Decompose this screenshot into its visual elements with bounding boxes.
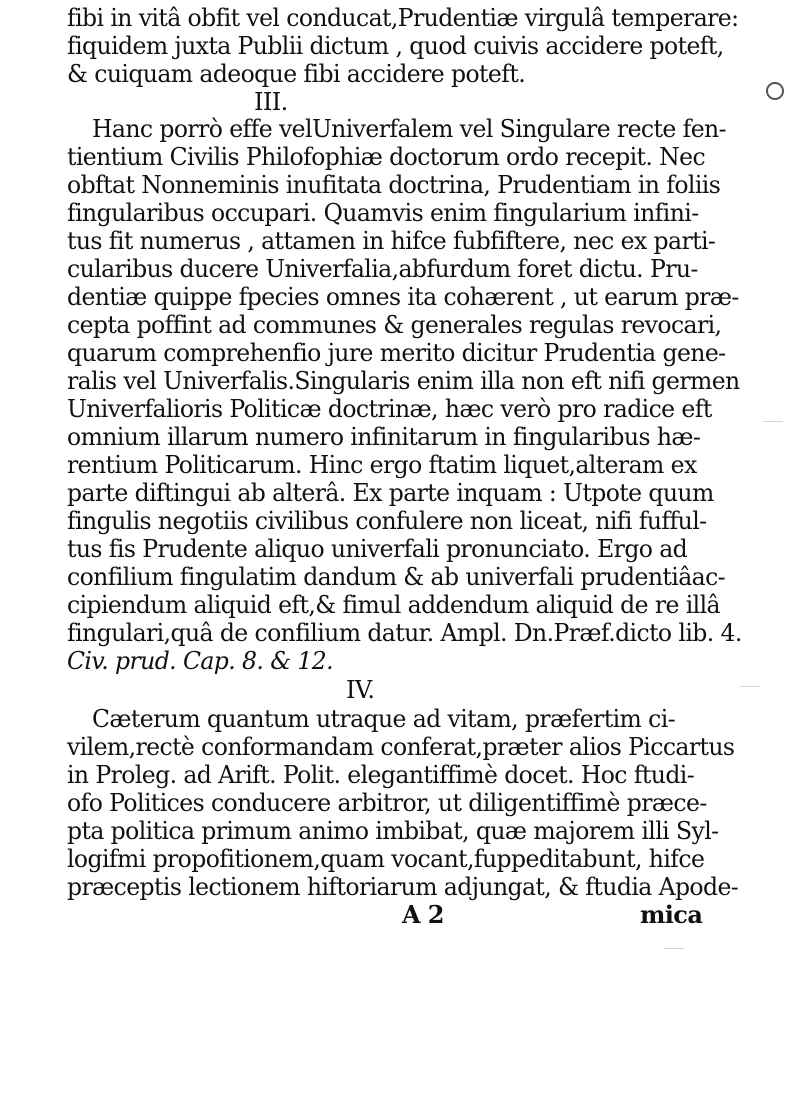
margin-smudge: [763, 421, 783, 422]
text-line: vilem,rectè conformandam conferat,præter alios Piccartus: [67, 733, 735, 761]
text-line: tientium Civilis Philofophiæ doctorum ordo recepit. Nec: [67, 143, 706, 171]
text-line: confilium fingulatim dandum & ab univerfali prudentiâac-: [67, 563, 726, 591]
section-number: III.: [254, 88, 288, 116]
text-line: fingularibus occupari. Quamvis enim fingularium infini-: [67, 199, 699, 227]
text-line: Cæterum quantum utraque ad vitam, præfertim ci-: [92, 705, 675, 733]
text-line: tus fis Prudente aliquo univerfali pronunciato. Ergo ad: [67, 535, 688, 563]
text-line: fingulis negotiis civilibus confulere non liceat, nifi fufful-: [67, 507, 707, 535]
text-line: omnium illarum numero infinitarum in fingularibus hæ-: [67, 423, 701, 451]
margin-smudge: [664, 948, 684, 949]
text-line: Univerfalioris Politicæ doctrinæ, hæc verò pro radice eft: [67, 395, 712, 423]
margin-circle-mark-icon: [764, 80, 786, 102]
text-line: fingulari,quâ de confilium datur. Ampl. Dn.Præf.dicto lib. 4.: [67, 619, 742, 647]
text-line: fiquidem juxta Publii dictum , quod cuivis accidere poteft,: [67, 32, 724, 60]
text-line: parte diftingui ab alterâ. Ex parte inquam : Utpote quum: [67, 479, 714, 507]
catchword: mica: [640, 900, 703, 929]
text-line: fibi in vitâ obfit vel conducat,Prudentiæ virgulâ temperare:: [67, 4, 739, 32]
text-line: pta politica primum animo imbibat, quæ majorem illi Syl-: [67, 817, 719, 845]
text-line: tus fit numerus , attamen in hifce fubfiftere, nec ex parti-: [67, 227, 716, 255]
text-line: quarum comprehenfio jure merito dicitur Prudentia gene-: [67, 339, 726, 367]
text-line: logifmi propofitionem,quam vocant,fuppeditabunt, hifce: [67, 845, 705, 873]
text-line: præceptis lectionem hiftoriarum adjungat, & ftudia Apode-: [67, 873, 739, 901]
text-line: ofo Politices conducere arbitror, ut diligentiffimè præce-: [67, 789, 707, 817]
signature-mark: A 2: [402, 900, 444, 929]
text-line: obftat Nonnеminis inufitata doctrina, Prudentiam in foliis: [67, 171, 721, 199]
margin-smudge: [740, 686, 760, 687]
text-line: ralis vel Univerfalis.Singularis enim illa non eft nifi germen: [67, 367, 740, 395]
text-line: Hanc porrò effe velUniverfalem vel Singulare recte fen-: [92, 115, 726, 143]
text-line: cipiendum aliquid eft,& fimul addendum aliquid de re illâ: [67, 591, 720, 619]
text-line: cepta poffint ad communes & generales regulas revocari,: [67, 311, 722, 339]
section-number: IV.: [346, 676, 375, 704]
text-line: & cuiquam adeoque fibi accidere poteft.: [67, 60, 526, 88]
text-line: dentiæ quippe fpecies omnes ita cohærent , ut earum præ-: [67, 283, 739, 311]
text-line: cularibus ducere Univerfalia,abfurdum foret dictu. Pru-: [67, 255, 698, 283]
text-line-reference: Civ. prud. Cap. 8. & 12.: [67, 647, 334, 675]
text-line: in Proleg. ad Arift. Polit. elegantiffimè docet. Hoc ftudi-: [67, 761, 695, 789]
text-line: rentium Politicarum. Hinc ergo ftatim liquet,alteram ex: [67, 451, 697, 479]
